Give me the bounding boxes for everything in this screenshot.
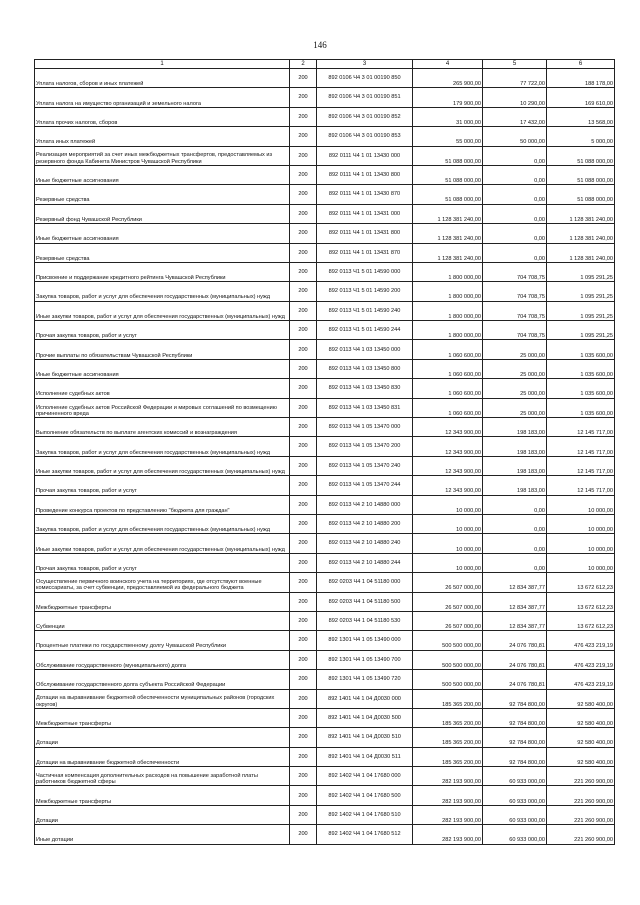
row-code-cell: 200: [290, 456, 317, 475]
row-assigned-amount-cell: 1 060 600,00: [413, 340, 483, 359]
row-remaining-amount-cell: 476 423 219,19: [547, 631, 615, 650]
row-assigned-amount-cell: 1 060 600,00: [413, 379, 483, 398]
row-executed-amount-cell: 0,00: [483, 553, 547, 572]
row-remaining-amount-cell: 13 672 612,23: [547, 573, 615, 592]
row-name-cell: Прочая закупка товаров, работ и услуг: [35, 476, 290, 495]
table-body: [35, 69, 615, 845]
row-code-cell: 200: [290, 611, 317, 630]
row-executed-amount-cell: 0,00: [483, 146, 547, 165]
row-remaining-amount-cell: 92 580 400,00: [547, 689, 615, 708]
table-row: [35, 262, 615, 281]
row-remaining-amount-cell: 12 145 717,00: [547, 437, 615, 456]
row-executed-amount-cell: 17 432,00: [483, 107, 547, 126]
row-assigned-amount-cell: 179 900,00: [413, 88, 483, 107]
row-name-cell: Иные закупки товаров, работ и услуг для обеспечения государственных (муниципальных) нужд: [35, 534, 290, 553]
row-assigned-amount-cell: 500 500 000,00: [413, 670, 483, 689]
row-name-cell: Иные закупки товаров, работ и услуг для обеспечения государственных (муниципальных) нужд: [35, 301, 290, 320]
row-assigned-amount-cell: 26 507 000,00: [413, 611, 483, 630]
row-code-cell: 200: [290, 767, 317, 786]
column-header-6: 6: [547, 60, 615, 69]
row-code-cell: 200: [290, 224, 317, 243]
row-name-cell: Межбюджетные трансферты: [35, 786, 290, 805]
column-header-1: 1: [35, 60, 290, 69]
row-classification-code-cell: 892 0113 Ч4 1 03 13450 830: [317, 379, 413, 398]
row-executed-amount-cell: 25 000,00: [483, 379, 547, 398]
row-executed-amount-cell: 198 183,00: [483, 456, 547, 475]
row-name-cell: Исполнение судебных актов: [35, 379, 290, 398]
table-row: [35, 825, 615, 844]
row-classification-code-cell: 892 0113 Ч4 1 05 13470 240: [317, 456, 413, 475]
row-name-cell: Присвоение и поддержание кредитного рейтинга Чувашской Республики: [35, 262, 290, 281]
row-classification-code-cell: 892 0203 Ч4 1 04 51180 000: [317, 573, 413, 592]
row-code-cell: 200: [290, 476, 317, 495]
row-remaining-amount-cell: 10 000,00: [547, 495, 615, 514]
row-classification-code-cell: 892 0113 Ч4 2 10 14880 240: [317, 534, 413, 553]
table-row: [35, 689, 615, 708]
table-row: [35, 573, 615, 592]
row-assigned-amount-cell: 1 800 000,00: [413, 301, 483, 320]
row-code-cell: 200: [290, 127, 317, 146]
row-executed-amount-cell: 25 000,00: [483, 340, 547, 359]
row-classification-code-cell: 892 0106 Ч4 3 01 00190 853: [317, 127, 413, 146]
row-classification-code-cell: 892 1402 Ч4 1 04 17680 500: [317, 786, 413, 805]
row-assigned-amount-cell: 31 000,00: [413, 107, 483, 126]
table-row: [35, 185, 615, 204]
row-executed-amount-cell: 60 933 000,00: [483, 805, 547, 824]
page-number: 146: [313, 40, 327, 50]
row-assigned-amount-cell: 1 800 000,00: [413, 282, 483, 301]
row-remaining-amount-cell: 476 423 219,19: [547, 670, 615, 689]
table-row: [35, 514, 615, 533]
row-classification-code-cell: 892 0113 Ч1 5 01 14590 200: [317, 282, 413, 301]
row-executed-amount-cell: 24 076 780,81: [483, 650, 547, 669]
row-assigned-amount-cell: 10 000,00: [413, 514, 483, 533]
row-classification-code-cell: 892 1301 Ч4 1 05 13490 000: [317, 631, 413, 650]
table-row: [35, 786, 615, 805]
table-row: [35, 282, 615, 301]
row-classification-code-cell: 892 0203 Ч4 1 04 51180 530: [317, 611, 413, 630]
row-remaining-amount-cell: 10 000,00: [547, 553, 615, 572]
row-executed-amount-cell: 25 000,00: [483, 398, 547, 417]
table-row: [35, 359, 615, 378]
row-assigned-amount-cell: 1 800 000,00: [413, 321, 483, 340]
row-assigned-amount-cell: 1 128 381 240,00: [413, 224, 483, 243]
row-executed-amount-cell: 92 784 800,00: [483, 708, 547, 727]
row-name-cell: Закупка товаров, работ и услуг для обеспечения государственных (муниципальных) нужд: [35, 514, 290, 533]
row-assigned-amount-cell: 282 193 900,00: [413, 767, 483, 786]
row-classification-code-cell: 892 0111 Ч4 1 01 13430 000: [317, 146, 413, 165]
row-classification-code-cell: 892 0203 Ч4 1 04 51180 500: [317, 592, 413, 611]
table-row: [35, 553, 615, 572]
row-code-cell: 200: [290, 301, 317, 320]
row-remaining-amount-cell: 12 145 717,00: [547, 456, 615, 475]
row-remaining-amount-cell: 1 128 381 240,00: [547, 224, 615, 243]
row-remaining-amount-cell: 1 035 600,00: [547, 398, 615, 417]
row-name-cell: Резервные средства: [35, 185, 290, 204]
row-executed-amount-cell: 25 000,00: [483, 359, 547, 378]
row-name-cell: Дотации на выравнивание бюджетной обеспеченности муниципальных районов (городских округов): [35, 689, 290, 708]
row-assigned-amount-cell: 1 128 381 240,00: [413, 204, 483, 223]
row-executed-amount-cell: 198 183,00: [483, 418, 547, 437]
row-name-cell: Частичная компенсация дополнительных расходов на повышение заработной платы работников бюджетной сферы: [35, 767, 290, 786]
row-assigned-amount-cell: 500 500 000,00: [413, 650, 483, 669]
row-remaining-amount-cell: 13 672 612,23: [547, 611, 615, 630]
table-row: [35, 243, 615, 262]
row-assigned-amount-cell: 1 800 000,00: [413, 262, 483, 281]
table-row: [35, 650, 615, 669]
row-name-cell: Иные бюджетные ассигнования: [35, 224, 290, 243]
row-name-cell: Иные дотации: [35, 825, 290, 844]
table-row: [35, 437, 615, 456]
table-row: [35, 107, 615, 126]
row-code-cell: 200: [290, 592, 317, 611]
row-executed-amount-cell: 198 183,00: [483, 476, 547, 495]
row-assigned-amount-cell: 10 000,00: [413, 534, 483, 553]
row-classification-code-cell: 892 0113 Ч4 2 10 14880 244: [317, 553, 413, 572]
row-assigned-amount-cell: 185 365 200,00: [413, 728, 483, 747]
row-classification-code-cell: 892 1401 Ч4 1 04 Д0030 511: [317, 747, 413, 766]
row-name-cell: Резервный фонд Чувашской Республики: [35, 204, 290, 223]
table-row: [35, 805, 615, 824]
row-remaining-amount-cell: 1 035 600,00: [547, 340, 615, 359]
row-classification-code-cell: 892 1402 Ч4 1 04 17680 510: [317, 805, 413, 824]
row-name-cell: Осуществление первичного воинского учета на территориях, где отсутствуют военные комиссариаты, за счет субвенции, предоставляемой из федерального бюджета: [35, 573, 290, 592]
row-name-cell: Прочая закупка товаров, работ и услуг: [35, 553, 290, 572]
row-code-cell: 200: [290, 88, 317, 107]
row-code-cell: 200: [290, 282, 317, 301]
row-executed-amount-cell: 92 784 800,00: [483, 747, 547, 766]
row-classification-code-cell: 892 0111 Ч4 1 01 13431 000: [317, 204, 413, 223]
table-row: [35, 476, 615, 495]
table-row: [35, 456, 615, 475]
row-classification-code-cell: 892 0113 Ч4 2 10 14880 000: [317, 495, 413, 514]
row-code-cell: 200: [290, 321, 317, 340]
row-name-cell: Исполнение судебных актов Российской Федерации и мировых соглашений по возмещению причиненного вреда: [35, 398, 290, 417]
row-name-cell: Дотации: [35, 805, 290, 824]
row-remaining-amount-cell: 1 095 291,25: [547, 262, 615, 281]
table-row: [35, 534, 615, 553]
row-classification-code-cell: 892 0113 Ч1 5 01 14590 240: [317, 301, 413, 320]
table-row: [35, 88, 615, 107]
row-classification-code-cell: 892 0113 Ч4 1 03 13450 000: [317, 340, 413, 359]
row-executed-amount-cell: 12 834 387,77: [483, 592, 547, 611]
row-remaining-amount-cell: 1 035 600,00: [547, 359, 615, 378]
row-assigned-amount-cell: 55 000,00: [413, 127, 483, 146]
row-code-cell: 200: [290, 146, 317, 165]
row-classification-code-cell: 892 0113 Ч4 1 05 13470 244: [317, 476, 413, 495]
row-remaining-amount-cell: 92 580 400,00: [547, 747, 615, 766]
row-classification-code-cell: 892 1301 Ч4 1 05 13490 720: [317, 670, 413, 689]
row-name-cell: Прочие выплаты по обязательствам Чувашской Республики: [35, 340, 290, 359]
row-remaining-amount-cell: 51 088 000,00: [547, 146, 615, 165]
row-executed-amount-cell: 92 784 800,00: [483, 728, 547, 747]
row-code-cell: 200: [290, 728, 317, 747]
row-assigned-amount-cell: 1 128 381 240,00: [413, 243, 483, 262]
row-executed-amount-cell: 0,00: [483, 514, 547, 533]
row-code-cell: 200: [290, 379, 317, 398]
row-classification-code-cell: 892 0113 Ч4 1 03 13450 831: [317, 398, 413, 417]
column-header-4: 4: [413, 60, 483, 69]
row-code-cell: 200: [290, 69, 317, 88]
row-classification-code-cell: 892 0111 Ч4 1 01 13430 800: [317, 165, 413, 184]
row-remaining-amount-cell: 169 610,00: [547, 88, 615, 107]
row-remaining-amount-cell: 221 260 900,00: [547, 767, 615, 786]
row-name-cell: Закупка товаров, работ и услуг для обеспечения государственных (муниципальных) нужд: [35, 437, 290, 456]
row-executed-amount-cell: 60 933 000,00: [483, 786, 547, 805]
table-row: [35, 495, 615, 514]
row-code-cell: 200: [290, 165, 317, 184]
row-assigned-amount-cell: 282 193 900,00: [413, 825, 483, 844]
row-classification-code-cell: 892 0113 Ч4 2 10 14880 200: [317, 514, 413, 533]
row-assigned-amount-cell: 185 365 200,00: [413, 708, 483, 727]
row-name-cell: Межбюджетные трансферты: [35, 708, 290, 727]
row-name-cell: Иные бюджетные ассигнования: [35, 165, 290, 184]
row-remaining-amount-cell: 1 128 381 240,00: [547, 243, 615, 262]
row-name-cell: Дотации на выравнивание бюджетной обеспеченности: [35, 747, 290, 766]
table-row: [35, 69, 615, 88]
row-code-cell: 200: [290, 708, 317, 727]
row-remaining-amount-cell: 221 260 900,00: [547, 825, 615, 844]
row-classification-code-cell: 892 0106 Ч4 3 01 00190 852: [317, 107, 413, 126]
row-executed-amount-cell: 198 183,00: [483, 437, 547, 456]
row-name-cell: Закупка товаров, работ и услуг для обеспечения государственных (муниципальных) нужд: [35, 282, 290, 301]
row-code-cell: 200: [290, 553, 317, 572]
row-executed-amount-cell: 24 076 780,81: [483, 631, 547, 650]
row-executed-amount-cell: 704 708,75: [483, 262, 547, 281]
row-remaining-amount-cell: 1 095 291,25: [547, 321, 615, 340]
table-row: [35, 204, 615, 223]
row-remaining-amount-cell: 1 095 291,25: [547, 282, 615, 301]
row-remaining-amount-cell: 188 178,00: [547, 69, 615, 88]
row-assigned-amount-cell: 12 343 900,00: [413, 476, 483, 495]
table-row: [35, 398, 615, 417]
row-classification-code-cell: 892 1401 Ч4 1 04 Д0030 500: [317, 708, 413, 727]
row-code-cell: 200: [290, 437, 317, 456]
table-row: [35, 146, 615, 165]
row-executed-amount-cell: 77 722,00: [483, 69, 547, 88]
row-name-cell: Прочая закупка товаров, работ и услуг: [35, 321, 290, 340]
row-executed-amount-cell: 0,00: [483, 185, 547, 204]
row-executed-amount-cell: 704 708,75: [483, 282, 547, 301]
row-executed-amount-cell: 60 933 000,00: [483, 825, 547, 844]
row-remaining-amount-cell: 13 568,00: [547, 107, 615, 126]
row-name-cell: Проведение конкурса проектов по представлению "бюджета для граждан": [35, 495, 290, 514]
row-remaining-amount-cell: 1 035 600,00: [547, 379, 615, 398]
row-executed-amount-cell: 0,00: [483, 495, 547, 514]
row-remaining-amount-cell: 12 145 717,00: [547, 476, 615, 495]
row-assigned-amount-cell: 12 343 900,00: [413, 437, 483, 456]
table-row: [35, 767, 615, 786]
row-code-cell: 200: [290, 825, 317, 844]
row-assigned-amount-cell: 185 365 200,00: [413, 689, 483, 708]
row-code-cell: 200: [290, 262, 317, 281]
table-row: [35, 165, 615, 184]
row-remaining-amount-cell: 10 000,00: [547, 514, 615, 533]
row-classification-code-cell: 892 0111 Ч4 1 01 13431 870: [317, 243, 413, 262]
column-header-2: 2: [290, 60, 317, 69]
row-code-cell: 200: [290, 107, 317, 126]
row-code-cell: 200: [290, 418, 317, 437]
table-row: [35, 747, 615, 766]
row-code-cell: 200: [290, 534, 317, 553]
row-remaining-amount-cell: 92 580 400,00: [547, 728, 615, 747]
row-code-cell: 200: [290, 805, 317, 824]
row-assigned-amount-cell: 26 507 000,00: [413, 592, 483, 611]
row-executed-amount-cell: 12 834 387,77: [483, 611, 547, 630]
row-remaining-amount-cell: 92 580 400,00: [547, 708, 615, 727]
row-name-cell: Процентные платежи по государственному долгу Чувашской Республики: [35, 631, 290, 650]
row-name-cell: Реализация мероприятий за счет иных межбюджетных трансфертов, предоставляемых из резервного фонда Кабинета Министров Чувашской Республики: [35, 146, 290, 165]
row-assigned-amount-cell: 12 343 900,00: [413, 456, 483, 475]
row-classification-code-cell: 892 1401 Ч4 1 04 Д0030 510: [317, 728, 413, 747]
row-assigned-amount-cell: 1 060 600,00: [413, 398, 483, 417]
row-name-cell: Обслуживание государственного долга субъекта Российской Федерации: [35, 670, 290, 689]
row-classification-code-cell: 892 0113 Ч4 1 03 13450 800: [317, 359, 413, 378]
row-classification-code-cell: 892 0106 Ч4 3 01 00190 850: [317, 69, 413, 88]
row-remaining-amount-cell: 10 000,00: [547, 534, 615, 553]
row-name-cell: Субвенции: [35, 611, 290, 630]
row-executed-amount-cell: 704 708,75: [483, 301, 547, 320]
row-executed-amount-cell: 704 708,75: [483, 321, 547, 340]
table-row: [35, 301, 615, 320]
row-name-cell: Уплата иных платежей: [35, 127, 290, 146]
row-name-cell: Уплата налогов, сборов и иных платежей: [35, 69, 290, 88]
row-assigned-amount-cell: 10 000,00: [413, 553, 483, 572]
row-remaining-amount-cell: 1 095 291,25: [547, 301, 615, 320]
row-code-cell: 200: [290, 359, 317, 378]
row-code-cell: 200: [290, 650, 317, 669]
row-remaining-amount-cell: 51 088 000,00: [547, 165, 615, 184]
row-remaining-amount-cell: 51 088 000,00: [547, 185, 615, 204]
row-classification-code-cell: 892 0106 Ч4 3 01 00190 851: [317, 88, 413, 107]
table-row: [35, 321, 615, 340]
row-code-cell: 200: [290, 398, 317, 417]
row-assigned-amount-cell: 51 088 000,00: [413, 185, 483, 204]
budget-execution-table: [34, 59, 615, 845]
row-remaining-amount-cell: 476 423 219,19: [547, 650, 615, 669]
row-assigned-amount-cell: 282 193 900,00: [413, 805, 483, 824]
table-row: [35, 127, 615, 146]
row-remaining-amount-cell: 12 145 717,00: [547, 418, 615, 437]
row-assigned-amount-cell: 265 900,00: [413, 69, 483, 88]
row-code-cell: 200: [290, 747, 317, 766]
row-executed-amount-cell: 24 076 780,81: [483, 670, 547, 689]
row-executed-amount-cell: 0,00: [483, 165, 547, 184]
row-classification-code-cell: 892 0113 Ч1 5 01 14590 244: [317, 321, 413, 340]
row-name-cell: Иные бюджетные ассигнования: [35, 359, 290, 378]
row-classification-code-cell: 892 0111 Ч4 1 01 13431 800: [317, 224, 413, 243]
row-name-cell: Иные закупки товаров, работ и услуг для обеспечения государственных (муниципальных) нужд: [35, 456, 290, 475]
row-assigned-amount-cell: 12 343 900,00: [413, 418, 483, 437]
row-name-cell: Уплата прочих налогов, сборов: [35, 107, 290, 126]
row-classification-code-cell: 892 1301 Ч4 1 05 13490 700: [317, 650, 413, 669]
row-assigned-amount-cell: 51 088 000,00: [413, 165, 483, 184]
row-remaining-amount-cell: 13 672 612,23: [547, 592, 615, 611]
row-code-cell: 200: [290, 786, 317, 805]
row-assigned-amount-cell: 500 500 000,00: [413, 631, 483, 650]
table-row: [35, 728, 615, 747]
row-executed-amount-cell: 92 784 800,00: [483, 689, 547, 708]
table-row: [35, 224, 615, 243]
row-remaining-amount-cell: 5 000,00: [547, 127, 615, 146]
row-classification-code-cell: 892 0113 Ч4 1 05 13470 000: [317, 418, 413, 437]
row-classification-code-cell: 892 0113 Ч1 5 01 14590 000: [317, 262, 413, 281]
table-row: [35, 631, 615, 650]
row-name-cell: Дотации: [35, 728, 290, 747]
row-code-cell: 200: [290, 631, 317, 650]
row-executed-amount-cell: 0,00: [483, 224, 547, 243]
row-name-cell: Обслуживание государственного (муниципального) долга: [35, 650, 290, 669]
row-classification-code-cell: 892 1401 Ч4 1 04 Д0030 000: [317, 689, 413, 708]
table-row: [35, 379, 615, 398]
row-code-cell: 200: [290, 204, 317, 223]
row-code-cell: 200: [290, 495, 317, 514]
row-name-cell: Выполнение обязательств по выплате агентских комиссий и вознаграждения: [35, 418, 290, 437]
row-code-cell: 200: [290, 689, 317, 708]
table-header-row: [35, 60, 615, 69]
row-executed-amount-cell: 12 834 387,77: [483, 573, 547, 592]
row-classification-code-cell: 892 0111 Ч4 1 01 13430 870: [317, 185, 413, 204]
row-assigned-amount-cell: 185 365 200,00: [413, 747, 483, 766]
table-row: [35, 340, 615, 359]
row-assigned-amount-cell: 1 060 600,00: [413, 359, 483, 378]
table-row: [35, 418, 615, 437]
row-assigned-amount-cell: 26 507 000,00: [413, 573, 483, 592]
row-executed-amount-cell: 0,00: [483, 534, 547, 553]
row-executed-amount-cell: 50 000,00: [483, 127, 547, 146]
row-code-cell: 200: [290, 670, 317, 689]
row-executed-amount-cell: 0,00: [483, 243, 547, 262]
row-name-cell: Межбюджетные трансферты: [35, 592, 290, 611]
table-row: [35, 611, 615, 630]
row-code-cell: 200: [290, 340, 317, 359]
row-classification-code-cell: 892 1402 Ч4 1 04 17680 512: [317, 825, 413, 844]
row-remaining-amount-cell: 221 260 900,00: [547, 805, 615, 824]
row-code-cell: 200: [290, 243, 317, 262]
row-code-cell: 200: [290, 185, 317, 204]
row-assigned-amount-cell: 10 000,00: [413, 495, 483, 514]
row-code-cell: 200: [290, 573, 317, 592]
row-executed-amount-cell: 0,00: [483, 204, 547, 223]
row-assigned-amount-cell: 51 088 000,00: [413, 146, 483, 165]
row-name-cell: Уплата налога на имущество организаций и земельного налога: [35, 88, 290, 107]
row-name-cell: Резервные средства: [35, 243, 290, 262]
row-remaining-amount-cell: 221 260 900,00: [547, 786, 615, 805]
row-classification-code-cell: 892 1402 Ч4 1 04 17680 000: [317, 767, 413, 786]
row-remaining-amount-cell: 1 128 381 240,00: [547, 204, 615, 223]
column-header-3: 3: [317, 60, 413, 69]
column-header-5: 5: [483, 60, 547, 69]
table-row: [35, 592, 615, 611]
row-code-cell: 200: [290, 514, 317, 533]
row-classification-code-cell: 892 0113 Ч4 1 05 13470 200: [317, 437, 413, 456]
row-executed-amount-cell: 60 933 000,00: [483, 767, 547, 786]
table-row: [35, 670, 615, 689]
row-executed-amount-cell: 10 290,00: [483, 88, 547, 107]
table-row: [35, 708, 615, 727]
row-assigned-amount-cell: 282 193 900,00: [413, 786, 483, 805]
